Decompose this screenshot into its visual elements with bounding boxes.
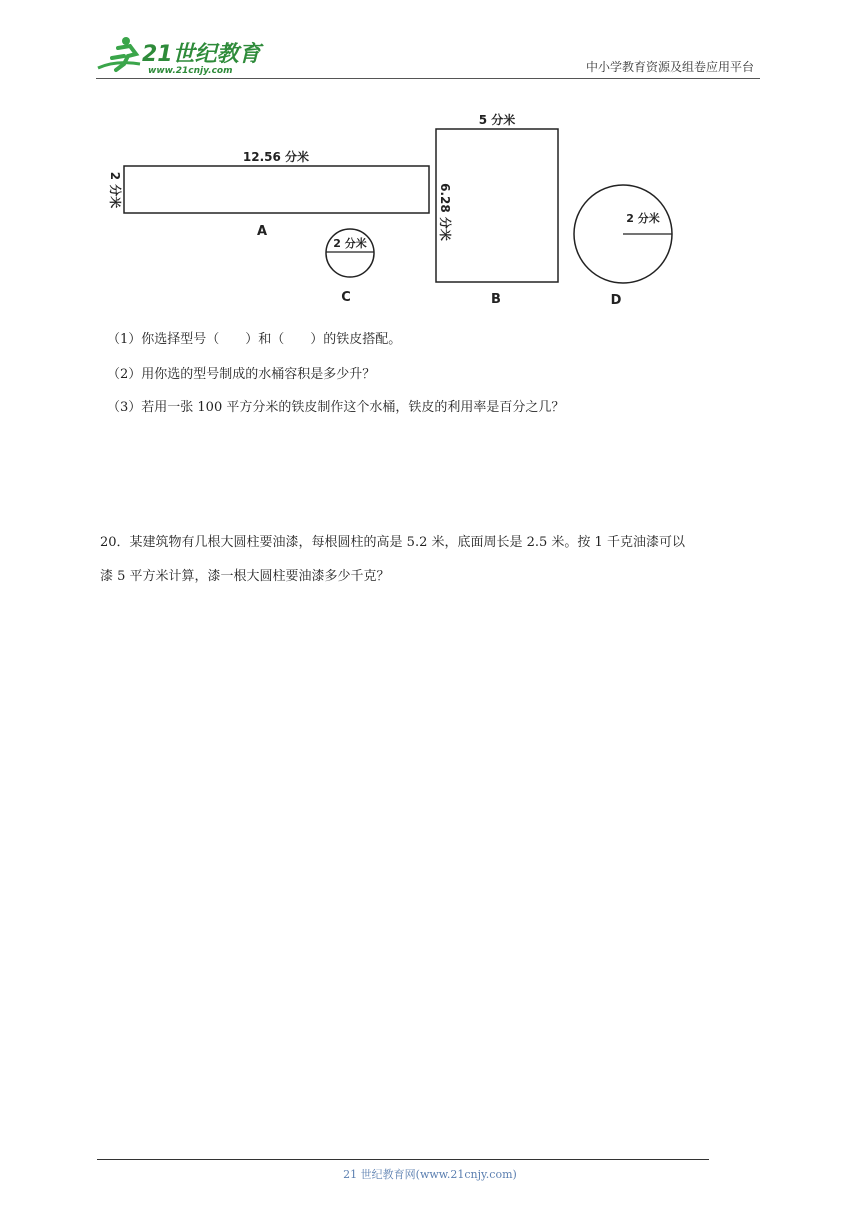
logo-url: www.21cnjy.com xyxy=(148,66,233,76)
circle-c-diameter-label: 2 分米 xyxy=(333,237,367,250)
question-20-line-1: 20．某建筑物有几根大圆柱要油漆，每根圆柱的高是 5.2 米，底面周长是 2.5 米。按 1 千克油漆可以 xyxy=(100,535,685,550)
circle-c-name: C xyxy=(341,290,351,305)
rect-a-width-label: 12.56 分米 xyxy=(242,150,310,164)
site-logo xyxy=(96,34,266,76)
question-3: （3）若用一张 100 平方分米的铁皮制作这个水桶，铁皮的利用率是百分之几？ xyxy=(107,400,565,415)
question-20-line-2: 漆 5 平方米计算，漆一根大圆柱要油漆多少千克？ xyxy=(100,569,390,584)
rect-a-height-label: 2 分米 xyxy=(108,171,122,209)
circle-d-radius-label: 2 分米 xyxy=(626,212,660,225)
circle-d-name: D xyxy=(610,293,622,308)
rect-b xyxy=(436,129,558,282)
rect-b-width-label: 5 分米 xyxy=(478,113,516,127)
footer-text: 21 世纪教育网(www.21cnjy.com) xyxy=(343,1168,517,1181)
rect-b-height-label: 6.28 分米 xyxy=(438,183,452,241)
question-1: （1）你选择型号（ ）和（ ）的铁皮搭配。 xyxy=(107,332,402,347)
iron-sheet-figure xyxy=(100,108,700,313)
logo-text: 21世纪教育 xyxy=(142,42,261,67)
header-platform-text: 中小学教育资源及组卷应用平台 xyxy=(585,60,754,74)
rect-b-name: B xyxy=(491,292,501,307)
question-2: （2）用你选的型号制成的水桶容积是多少升？ xyxy=(107,367,376,382)
runner-icon xyxy=(98,37,140,70)
footer-divider xyxy=(97,1159,709,1160)
rect-a xyxy=(124,166,429,213)
rect-a-name: A xyxy=(256,224,268,239)
page-header xyxy=(96,34,760,79)
